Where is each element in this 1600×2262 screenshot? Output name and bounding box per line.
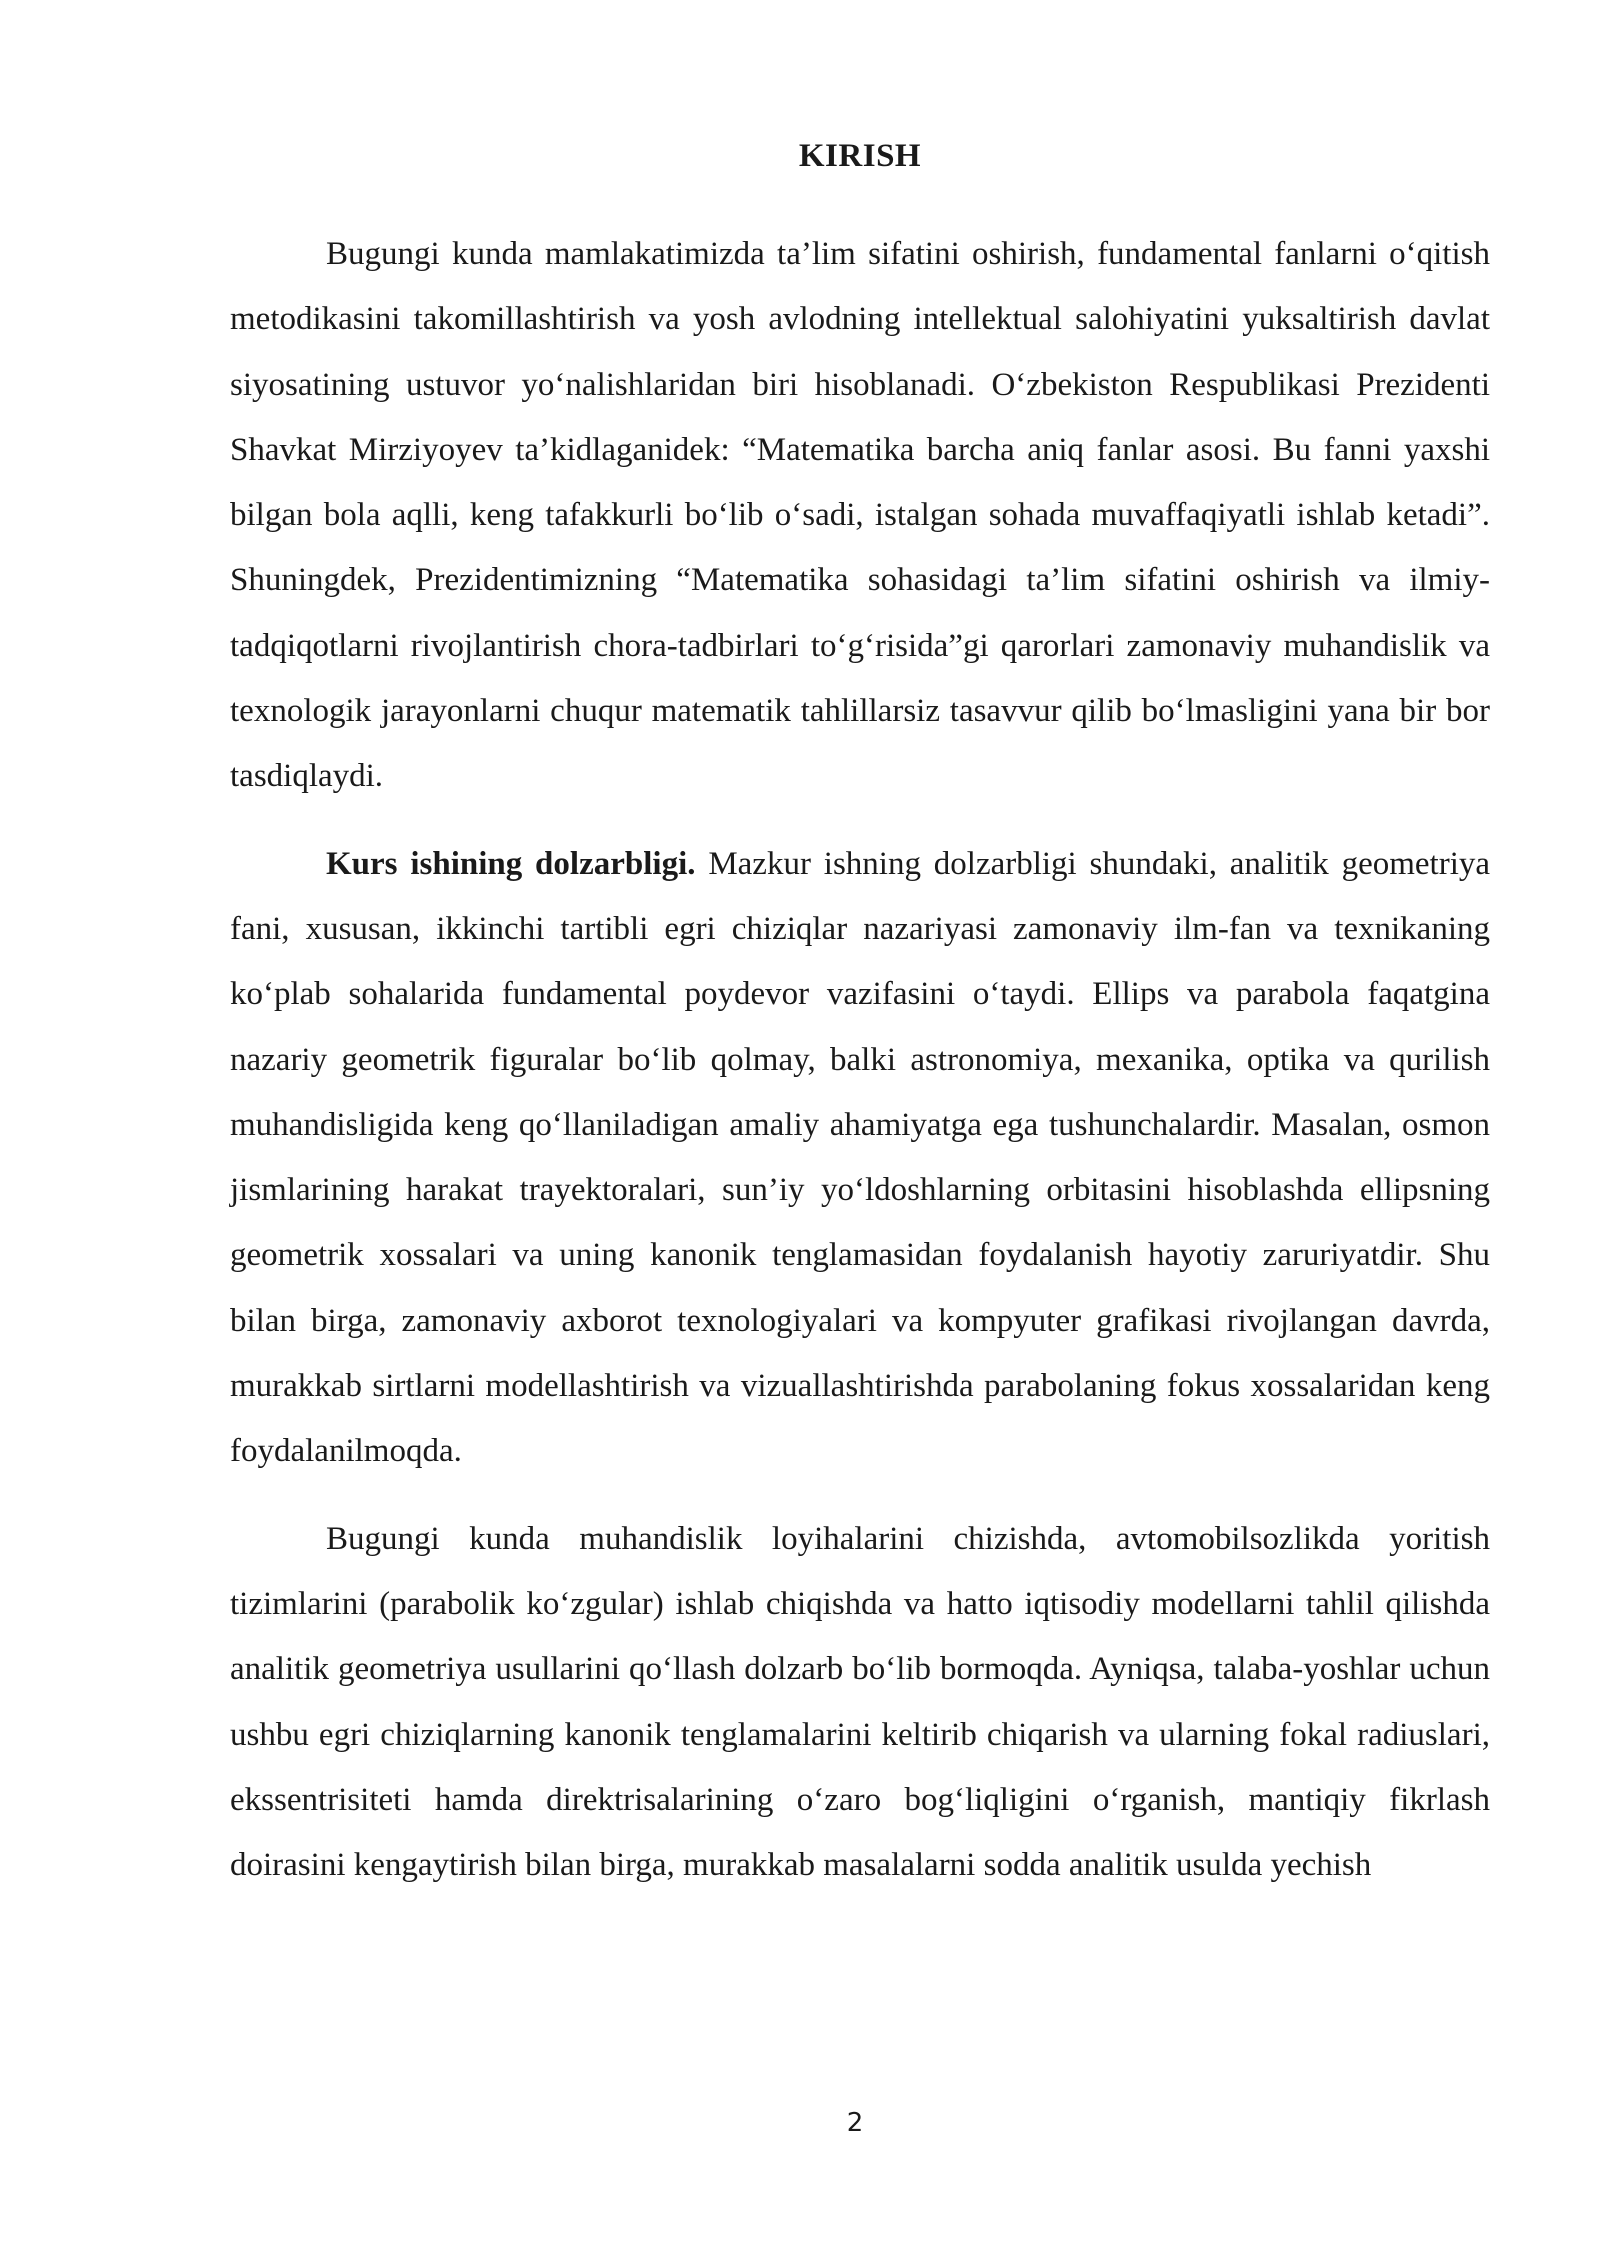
- paragraph-text: Mazkur ishning dolzarbligi shundaki, analitik geometriya fani, xususan, ikkinchi tartibli egri chiziqlar nazariyasi zamonaviy ilm-fan va texnikaning ko‘plab sohalarida fundamental poydevor vazifasini o‘taydi. Ellips va parabola faqatgina nazariy geometrik figuralar bo‘lib qolmay, balki astronomiya, mexanika, optika va qurilish muhandisligida keng qo‘llaniladigan amaliy ahamiyatga ega tushunchalardir. Masalan, osmon jismlarining harakat trayektoralari, sun’iy yo‘ldoshlarning orbitasini hisoblashda ellipsning geometrik xossalari va uning kanonik tenglamasidan foydalanish hayotiy zaruriyatdir. Shu bilan birga, zamonaviy axborot texnologiyalari va kompyuter grafikasi rivojlangan davrda, murakkab sirtlarni modellashtirish va vizuallashtirishda parabolaning fokus xossalaridan keng foydalanilmoqda.: [230, 845, 1491, 1470]
- document-body: [230, 222, 1490, 1898]
- paragraph-text: Bugungi kunda muhandislik loyihalarini chizishda, avtomobilsozlikda yoritish tizimlarini (parabolik ko‘zgular) ishlab chiqishda va hatto iqtisodiy modellarni tahlil qilishda analitik geometriya usullarini qo‘llash dolzarb bo‘lib bormoqda. Ayniqsa, talaba-yoshlar uchun ushbu egri chiziqlarning kanonik tenglamalarini keltirib chiqarish va ularning fokal radiuslari, ekssentrisiteti hamda direktrisalarining o‘zaro bog‘liqligini o‘rganish, mantiqiy fikrlash doirasini kengaytirish bilan birga, murakkab masalalarni sodda analitik usulda yechish: [230, 1520, 1490, 1884]
- page-title: KIRISH: [798, 138, 922, 174]
- paragraph-text: Bugungi kunda mamlakatimizda ta’lim sifatini oshirish, fundamental fanlarni o‘qitish metodikasini takomillashtirish va yosh avlodning intellektual salohiyatini yuksaltirish davlat siyosatining ustuvor yo‘nalishlaridan biri hisoblanadi. O‘zbekiston Respublikasi Prezidenti Shavkat Mirziyoyev ta’kidlaganidek: “Matematika barcha aniq fanlar asosi. Bu fanni yaxshi bilgan bola aqlli, keng tafakkurli bo‘lib o‘sadi, istalgan sohada muvaffaqiyatli ishlab ketadi”. Shuningdek, Prezidentimizning “Matematika sohasidagi ta’lim sifatini oshirish va ilmiy-tadqiqotlarni rivojlantirish chora-tadbirlari to‘g‘risida”gi qarorlari zamonaviy muhandislik va texnologik jarayonlarni chuqur matematik tahlillarsiz tasavvur qilib bo‘lmasligini yana bir bor tasdiqlaydi.: [230, 236, 1490, 795]
- paragraph-relevance: [230, 832, 1490, 1485]
- page-number: 2: [846, 2108, 864, 2138]
- paragraph-applications: [230, 1507, 1490, 1899]
- paragraph-intro: [230, 222, 1490, 810]
- paragraph-lead: Kurs ishining dolzarbligi.: [326, 845, 696, 882]
